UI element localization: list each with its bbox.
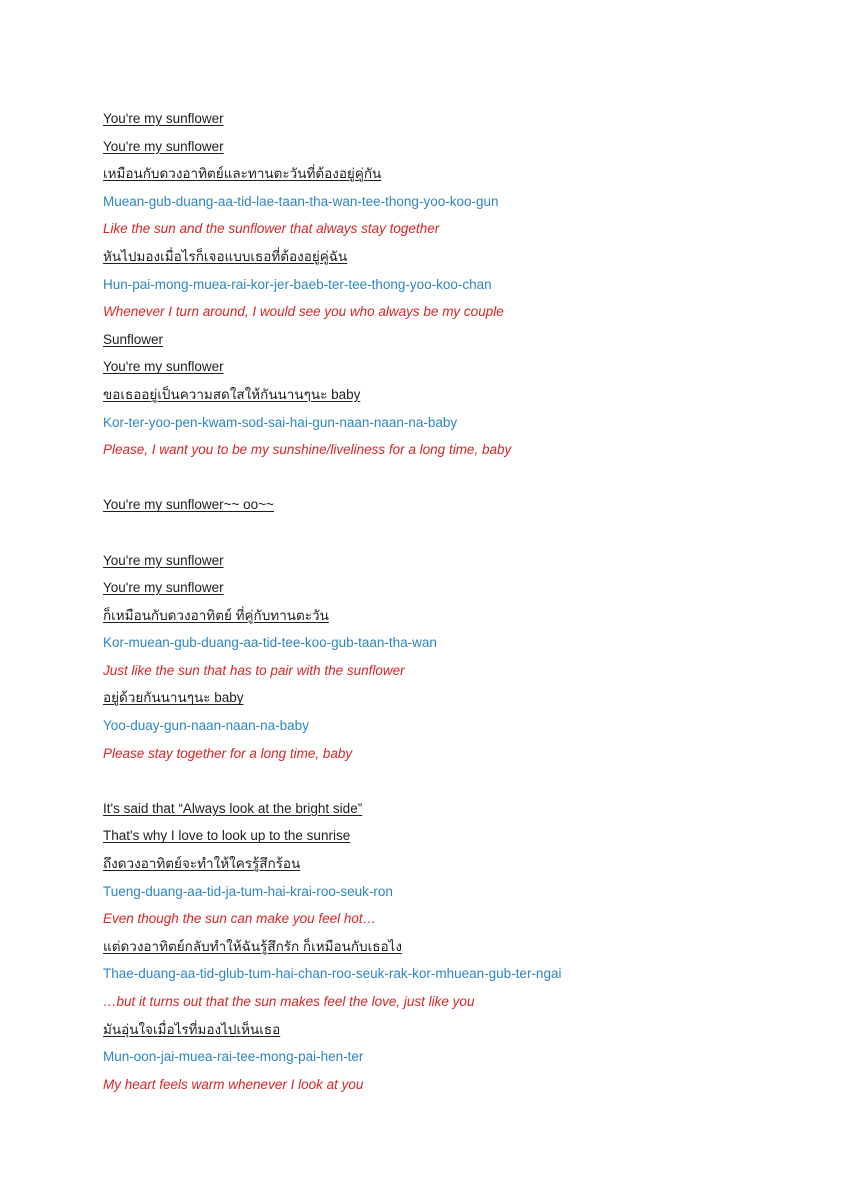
lyric-line-translation: Whenever I turn around, I would see you who always be my couple (103, 304, 504, 320)
lyric-line-translation: My heart feels warm whenever I look at you (103, 1076, 364, 1092)
lyric-line-translation: Please, I want you to be my sunshine/liveliness for a long time, baby (103, 442, 512, 458)
lyric-line-thai: แต่ดวงอาทิตย์กลับทำให้ฉันรู้สึกรัก ก็เหมือนกับเธอไง (103, 938, 402, 954)
lyric-line-romanized: Tueng-duang-aa-tid-ja-tum-hai-krai-roo-seuk-ron (103, 883, 393, 899)
lyric-line-romanized: Hun-pai-mong-muea-rai-kor-jer-baeb-ter-tee-thong-yoo-koo-chan (103, 276, 492, 292)
lyric-line-thai: อยู่ด้วยกันนานๆนะ baby (103, 690, 244, 706)
lyric-line-translation: Please stay together for a long time, baby (103, 745, 353, 761)
lyric-line-romanized: Thae-duang-aa-tid-glub-tum-hai-chan-roo-seuk-rak-kor-mhuean-gub-ter-ngai (103, 966, 562, 982)
lyric-line-thai: หันไปมองเมื่อไรก็เจอแบบเธอที่ต้องอยู่คู่ฉัน (103, 248, 348, 264)
lyric-line-thai: You're my sunflower (103, 552, 224, 568)
lyric-line-romanized: Kor-muean-gub-duang-aa-tid-tee-koo-gub-taan-tha-wan (103, 635, 437, 651)
lyric-line-romanized: Muean-gub-duang-aa-tid-lae-taan-tha-wan-tee-thong-yoo-koo-gun (103, 193, 499, 209)
lyric-line-thai: มันอุ่นใจเมื่อไรที่มองไปเห็นเธอ (103, 1021, 281, 1037)
lyric-line-thai: You're my sunflower (103, 138, 224, 154)
lyric-line-thai: ถึงดวงอาทิตย์จะทำให้ใครรู้สึกร้อน (103, 856, 301, 872)
lyric-line-translation: Just like the sun that has to pair with the sunflower (103, 662, 405, 678)
lyric-line-thai: ก็เหมือนกับดวงอาทิตย์ ที่คู่กับทานตะวัน (103, 607, 329, 623)
lyric-line-translation: Like the sun and the sunflower that always stay together (103, 221, 440, 237)
lyric-line-thai: You're my sunflower~~ oo~~ (103, 497, 274, 513)
lyric-line-thai: Sunflower (103, 331, 164, 347)
blank-line (103, 464, 823, 492)
lyric-line-thai: That's why I love to look up to the sunrise (103, 828, 351, 844)
lyric-line-romanized: Kor-ter-yoo-pen-kwam-sod-sai-hai-gun-naan-naan-na-baby (103, 414, 458, 430)
lyric-line-thai: ขอเธออยู่เป็นความสดใสให้กันนานๆนะ baby (103, 386, 361, 402)
lyric-line-translation: Even though the sun can make you feel hot… (103, 911, 377, 927)
lyric-line-thai: It's said that “Always look at the bright side” (103, 800, 363, 816)
lyrics-document (103, 105, 823, 1098)
lyric-line-thai: You're my sunflower (103, 111, 224, 126)
lyric-line-romanized: Mun-oon-jai-muea-rai-tee-mong-pai-hen-ter (103, 1049, 364, 1065)
blank-line (103, 767, 823, 795)
lyric-line-translation: …but it turns out that the sun makes feel the love, just like you (103, 994, 475, 1009)
blank-line (103, 519, 823, 547)
lyric-line-thai: เหมือนกับดวงอาทิตย์และทานตะวันที่ต้องอยู่คู่กัน (103, 166, 382, 182)
lyric-line-thai: You're my sunflower (103, 580, 224, 596)
lyric-line-thai: You're my sunflower (103, 359, 224, 375)
lyric-line-romanized: Yoo-duay-gun-naan-naan-na-baby (103, 718, 309, 734)
